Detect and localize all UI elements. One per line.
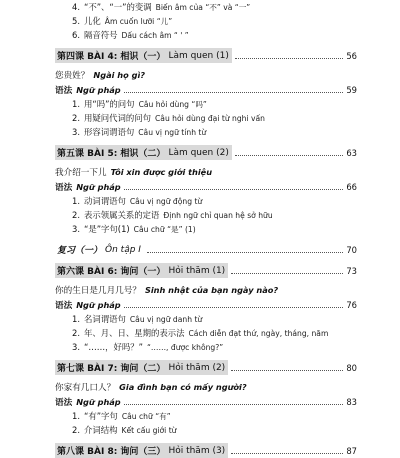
grammar-heading[interactable] <box>55 179 357 194</box>
item-vietnamese: Câu vị ngữ tính từ <box>138 127 207 137</box>
item-number: 3. <box>72 127 80 137</box>
lesson-title: 复习（一） <box>57 246 103 256</box>
grammar-point <box>55 340 357 354</box>
key-sentence <box>55 282 357 297</box>
item-vietnamese: Cách diễn đạt thứ, ngày, tháng, năm <box>188 328 329 338</box>
sentence-chinese: 我介绍一下儿 <box>55 167 107 178</box>
page-number: 66 <box>346 181 357 192</box>
page-number: 63 <box>346 147 357 158</box>
grammar-chinese: 语法 <box>55 182 73 193</box>
item-chinese: 年、月、日、星期的表示法 <box>84 328 185 338</box>
sentence-vietnamese: Sinh nhật của bạn ngày nào? <box>144 284 279 295</box>
sentence-chinese: 您贵姓？ <box>55 70 90 81</box>
lesson-heading[interactable] <box>55 242 357 257</box>
grammar-point <box>55 312 357 326</box>
item-vietnamese: Âm cuốn lưỡi “儿” <box>104 16 173 26</box>
toc-list <box>55 0 357 458</box>
lesson-heading[interactable] <box>55 263 357 278</box>
grammar-chinese: 语法 <box>55 300 73 311</box>
item-number: 2. <box>72 425 80 435</box>
item-chinese: 介词结构 <box>84 425 118 435</box>
grammar-point <box>55 125 357 139</box>
item-number: 2. <box>72 210 80 220</box>
grammar-heading[interactable] <box>55 82 357 97</box>
lesson-subtitle: Hỏi thăm (3) <box>168 445 226 456</box>
grammar-point <box>55 28 357 42</box>
grammar-point <box>55 0 357 14</box>
page-number: 56 <box>346 50 357 61</box>
dot-leader <box>147 252 343 253</box>
grammar-heading[interactable] <box>55 394 357 409</box>
grammar-point <box>55 409 357 423</box>
item-vietnamese: Câu chữ “有” <box>121 411 171 421</box>
lesson-title: 第八课 BÀI 8: 询问（三） <box>57 447 166 457</box>
page-number: 59 <box>346 84 357 95</box>
dot-leader <box>231 273 343 274</box>
lesson-subtitle: Hỏi thăm (1) <box>168 265 226 276</box>
item-chinese: 动词谓语句 <box>84 196 126 206</box>
lesson-subtitle: Hỏi thăm (2) <box>168 362 226 373</box>
grammar-point <box>55 111 357 125</box>
item-vietnamese: Định ngữ chỉ quan hệ sở hữu <box>163 210 273 220</box>
item-vietnamese: Câu chữ “是” (1) <box>133 224 196 234</box>
item-number: 6. <box>72 30 80 40</box>
lesson-title: 第五课 BÀI 5: 相识（二） <box>57 149 166 159</box>
grammar-chinese: 语法 <box>55 85 73 96</box>
item-chinese: 用“吗”的问句 <box>84 99 135 109</box>
lesson-title-block <box>55 443 228 458</box>
item-vietnamese: Câu hỏi dùng đại từ nghi vấn <box>155 113 265 123</box>
lesson-title-block <box>55 48 232 63</box>
page-number: 80 <box>346 362 357 373</box>
item-chinese: 名词谓语句 <box>84 314 126 324</box>
item-chinese: 用疑问代词的问句 <box>84 113 151 123</box>
item-number: 3. <box>72 342 80 352</box>
sentence-vietnamese: Tôi xin được giới thiệu <box>110 166 213 177</box>
lesson-heading[interactable] <box>55 48 357 63</box>
item-number: 1. <box>72 196 80 206</box>
lesson-title-block <box>55 242 144 257</box>
grammar-vietnamese: Ngữ pháp <box>76 84 121 95</box>
sentence-chinese: 你家有几口人？ <box>55 382 116 393</box>
dot-leader <box>235 155 343 156</box>
page-number: 87 <box>346 445 357 456</box>
item-chinese: “不”、“一”的变调 <box>84 2 152 12</box>
dot-leader <box>124 307 344 308</box>
grammar-point <box>55 222 357 236</box>
item-vietnamese: Câu vị ngữ danh từ <box>129 314 203 324</box>
item-vietnamese: “……, được không?” <box>146 342 224 352</box>
item-vietnamese: Dấu cách âm “ ' ” <box>121 30 189 40</box>
lesson-title-block <box>55 263 228 278</box>
item-vietnamese: Câu hỏi dùng “吗” <box>138 99 207 109</box>
lesson-heading[interactable] <box>55 360 357 375</box>
sentence-vietnamese: Gia đình bạn có mấy người? <box>119 381 247 392</box>
page-number: 76 <box>346 299 357 310</box>
dot-leader <box>231 370 343 371</box>
item-vietnamese: Kết cấu giới từ <box>121 425 177 435</box>
page-number: 70 <box>346 244 357 255</box>
dot-leader <box>231 453 343 454</box>
item-number: 1. <box>72 99 80 109</box>
item-chinese: 表示领属关系的定语 <box>84 210 160 220</box>
page-number: 73 <box>346 265 357 276</box>
item-vietnamese: Câu vị ngữ động từ <box>129 196 203 206</box>
grammar-point <box>55 326 357 340</box>
grammar-point <box>55 208 357 222</box>
key-sentence <box>55 164 357 179</box>
grammar-vietnamese: Ngữ pháp <box>76 396 121 407</box>
grammar-point <box>55 14 357 28</box>
item-vietnamese: Biến âm của “不” và “一” <box>155 2 251 12</box>
grammar-chinese: 语法 <box>55 397 73 408</box>
lesson-subtitle: Ôn tập I <box>105 244 141 255</box>
sentence-chinese: 你的生日是几月几号？ <box>55 285 141 296</box>
key-sentence <box>55 67 357 82</box>
lesson-title: 第六课 BÀI 6: 询问（一） <box>57 267 166 277</box>
key-sentence <box>55 379 357 394</box>
lesson-title-block <box>55 360 228 375</box>
dot-leader <box>124 189 344 190</box>
item-number: 2. <box>72 113 80 123</box>
sentence-vietnamese: Ngài họ gì? <box>93 69 146 80</box>
item-chinese: “有”字句 <box>84 411 118 421</box>
dot-leader <box>124 92 344 93</box>
item-number: 1. <box>72 314 80 324</box>
lesson-title: 第四课 BÀI 4: 相识（一） <box>57 52 166 62</box>
grammar-point <box>55 194 357 208</box>
grammar-vietnamese: Ngữ pháp <box>76 299 121 310</box>
lesson-title: 第七课 BÀI 7: 询问（二） <box>57 364 166 374</box>
grammar-point <box>55 97 357 111</box>
lesson-subtitle: Làm quen (1) <box>168 50 229 61</box>
lesson-title-block <box>55 145 232 160</box>
lesson-heading[interactable] <box>55 145 357 160</box>
lesson-heading[interactable] <box>55 443 357 458</box>
lesson-subtitle: Làm quen (2) <box>168 147 229 158</box>
item-chinese: 形容词谓语句 <box>84 127 135 137</box>
item-chinese: “是”字句(1) <box>84 224 130 234</box>
item-chinese: 儿化 <box>84 16 101 26</box>
item-number: 3. <box>72 224 80 234</box>
page-number: 83 <box>346 396 357 407</box>
grammar-heading[interactable] <box>55 297 357 312</box>
item-number: 4. <box>72 2 80 12</box>
dot-leader <box>124 404 344 405</box>
item-number: 1. <box>72 411 80 421</box>
grammar-point <box>55 423 357 437</box>
item-chinese: 隔音符号 <box>84 30 118 40</box>
dot-leader <box>235 58 343 59</box>
grammar-vietnamese: Ngữ pháp <box>76 181 121 192</box>
item-number: 5. <box>72 16 80 26</box>
item-chinese: “……，好吗？” <box>84 342 143 352</box>
item-number: 2. <box>72 328 80 338</box>
